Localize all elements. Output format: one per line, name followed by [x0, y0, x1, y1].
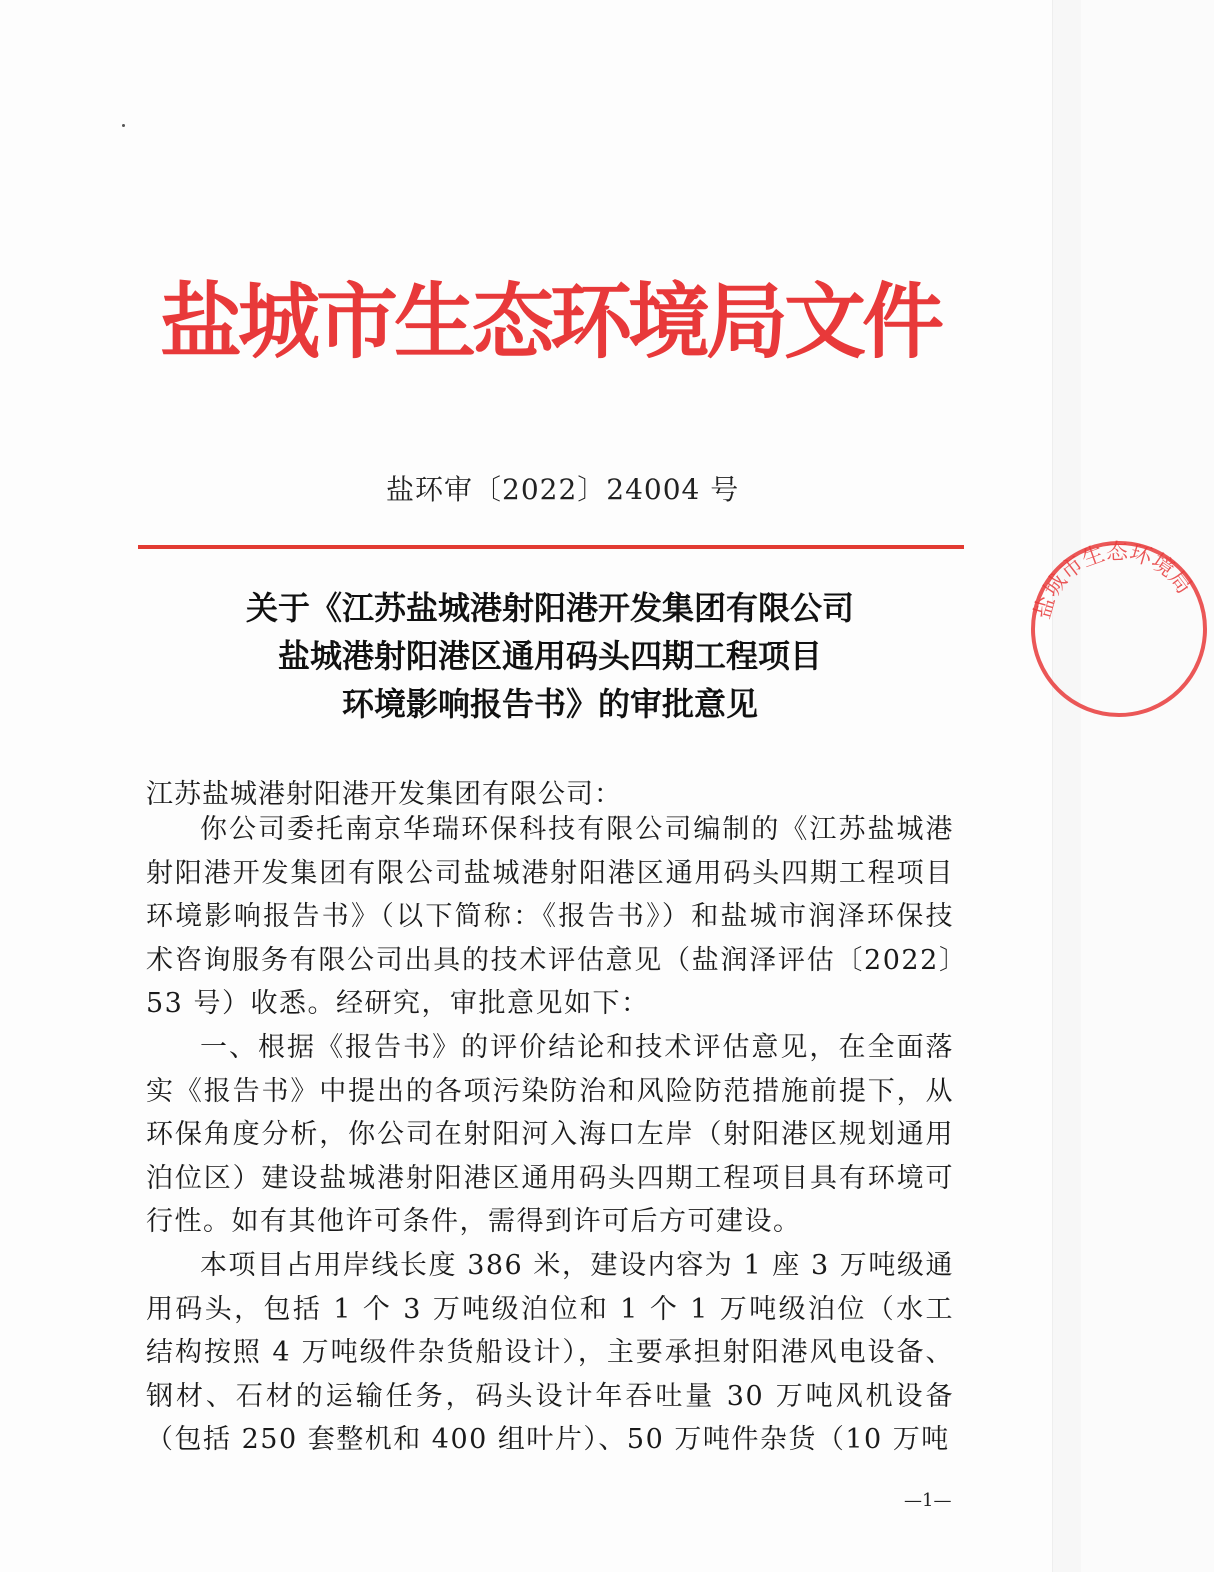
subject-line-2: 盐城港射阳港区通用码头四期工程项目 [277, 637, 822, 675]
body-paragraph-2: 一、根据《报告书》的评价结论和技术评估意见，在全面落实《报告书》中提出的各项污染防治和风险防范措施前提下，从环保角度分析，你公司在射阳河入海口左岸（射阳港区规划通用泊位区）建设盐城港射阳港区通用码头四期工程项目具有环境可行性。如有其他许可条件，需得到许可后方可建设。 [146, 1031, 954, 1238]
body-paragraph-1: 你公司委托南京华瑞环保科技有限公司编制的《江苏盐城港射阳港开发集团有限公司盐城港射阳港区通用码头四期工程项目环境影响报告书》（以下简称：《报告书》）和盐城市润泽环保技术咨询服务有限公司出具的技术评估意见（盐润泽评估〔2022〕53 号）收悉。经研究，审批意见如下： [146, 814, 954, 1020]
scan-speck [122, 124, 125, 127]
subject-line-3: 环境影响报告书》的审批意见 [341, 685, 758, 723]
body-text [146, 808, 954, 1462]
addressee: 江苏盐城港射阳港开发集团有限公司： [146, 779, 622, 810]
official-seal-stamp [1024, 534, 1214, 724]
body-paragraph-3: 本项目占用岸线长度 386 米，建设内容为 1 座 3 万吨级通用码头，包括 1 个 3 万吨级泊位和 1 个 1 万吨级泊位（水工结构按照 4 万吨级件杂货船设计），主要承担射阳港风电设备、钢材、石材的运输任务，码头设计年吞吐量 30 万吨风机设备（包括 250 套整机和 400 组叶片）、50 万吨件杂货（10 万吨 [146, 1249, 954, 1456]
document-number: 盐环审〔2022〕24004 号 [386, 473, 740, 506]
seal-text [1030, 540, 1196, 622]
page-edge-shadow [1052, 0, 1081, 1572]
seal-text-path: 盐城市生态环境局 [1030, 539, 1197, 622]
document-subject [120, 584, 980, 728]
subject-line-1: 关于《江苏盐城港射阳港开发集团有限公司 [245, 589, 854, 627]
page-number: —1— [904, 1490, 952, 1511]
red-separator-rule [138, 545, 964, 549]
issuing-authority-title: 盐城市生态环境局文件 [159, 274, 940, 370]
